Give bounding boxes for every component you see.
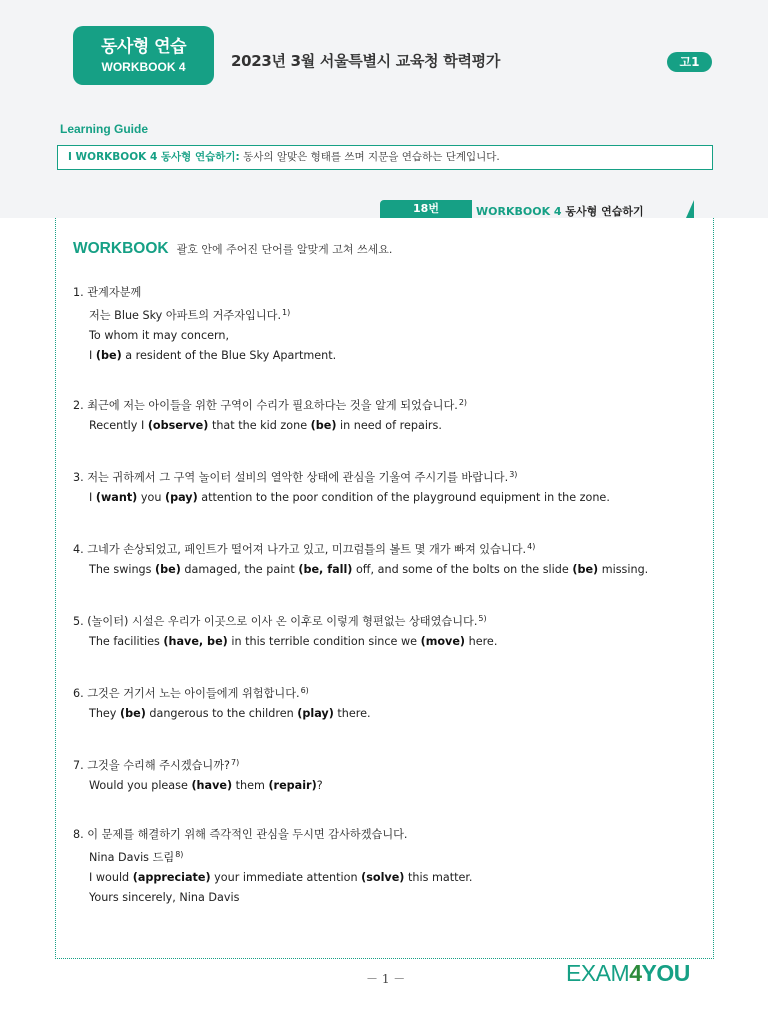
question-3 — [73, 465, 610, 508]
verb-hint: (have) — [191, 779, 233, 792]
question-english: They (be) dangerous to the children (play) there. — [89, 707, 371, 720]
question-english: I (want) you (pay) attention to the poor condition of the playground equipment in the zone. — [89, 491, 610, 504]
verb-hint: (be) — [572, 563, 599, 576]
question-number: 3. — [73, 471, 84, 484]
question-1 — [73, 283, 336, 366]
verb-hint: (be) — [119, 707, 146, 720]
workbook-instruction: 괄호 안에 주어진 단어를 알맞게 고쳐 쓰세요. — [176, 243, 393, 256]
logo-part: 4 — [629, 960, 642, 986]
verb-hint: (want) — [95, 491, 138, 504]
footnote-marker: 7) — [231, 758, 240, 767]
verb-hint: (pay) — [164, 491, 198, 504]
verb-hint: (appreciate) — [132, 871, 211, 884]
question-korean: (놀이터) 시설은 우리가 이곳으로 이사 온 이후로 이렇게 형편없는 상태였습니다. — [87, 615, 478, 628]
question-korean: 저는 귀하께서 그 구역 놀이터 설비의 열악한 상태에 관심을 기울여 주시기를 바랍니다. — [87, 471, 509, 484]
question-8 — [73, 825, 473, 908]
verb-hint: (observe) — [147, 419, 209, 432]
footnote-marker: 1) — [282, 308, 291, 317]
question-english: To whom it may concern, — [89, 329, 230, 342]
question-5 — [73, 609, 497, 652]
question-number: 7. — [73, 759, 84, 772]
question-english: Yours sincerely, Nina Davis — [89, 891, 240, 904]
verb-hint: (be, fall) — [298, 563, 353, 576]
badge-subtitle: WORKBOOK 4 — [101, 60, 186, 74]
footnote-marker: 2) — [458, 398, 468, 407]
question-number: 8. — [73, 828, 84, 841]
footnote-marker: 6) — [300, 686, 309, 695]
question-6 — [73, 681, 371, 724]
question-number: 4. — [73, 543, 84, 556]
learning-guide-box — [57, 145, 713, 170]
verb-hint: (be) — [155, 563, 181, 576]
question-english: I (be) a resident of the Blue Sky Apartment. — [89, 349, 337, 362]
question-korean: 그네가 손상되었고, 페인트가 떨어져 나가고 있고, 미끄럼틀의 볼트 몇 개가 빠져 있습니다. — [87, 543, 527, 556]
verb-hint: (be) — [310, 419, 337, 432]
question-korean: 그것은 거기서 노는 아이들에게 위험합니다. — [87, 687, 300, 700]
question-korean: Nina Davis 드림 — [89, 851, 175, 864]
logo-part: EXAM — [566, 960, 630, 986]
question-number: 6. — [73, 687, 84, 700]
page-number: － 1 － — [366, 972, 406, 986]
learning-guide-label: Learning Guide — [60, 122, 149, 136]
question-english: I would (appreciate) your immediate attention (solve) this matter. — [89, 871, 473, 884]
workbook-title: WORKBOOK — [73, 240, 169, 257]
workbook-title-badge — [73, 26, 214, 85]
question-number: 2. — [73, 399, 84, 412]
footnote-marker: 4) — [527, 542, 536, 551]
question-4 — [73, 537, 648, 580]
question-english: The swings (be) damaged, the paint (be, fall) off, and some of the bolts on the slide (be) missing. — [89, 563, 649, 576]
tab-corner-triangle — [686, 200, 694, 218]
verb-hint: (solve) — [361, 871, 405, 884]
verb-hint: (move) — [420, 635, 466, 648]
tab-label-ko: 동사형 연습하기 — [565, 205, 644, 218]
question-korean: 이 문제를 해결하기 위해 즉각적인 관심을 두시면 감사하겠습니다. — [87, 828, 408, 841]
workbook-heading — [73, 238, 392, 258]
question-english: The facilities (have, be) in this terrible condition since we (move) here. — [89, 635, 498, 648]
question-2 — [73, 393, 467, 436]
tab-label-en: WORKBOOK 4 — [476, 205, 566, 218]
grade-badge: 고1 — [667, 52, 712, 72]
question-number: 5. — [73, 615, 84, 628]
guide-desc: 동사의 알맞은 형태를 쓰며 지문을 연습하는 단계입니다. — [239, 151, 500, 163]
question-korean: 저는 Blue Sky 아파트의 거주자입니다. — [89, 309, 282, 322]
question-english: Recently I (observe) that the kid zone (be) in need of repairs. — [89, 419, 442, 432]
verb-hint: (have, be) — [163, 635, 228, 648]
verb-hint: (be) — [95, 349, 122, 362]
footnote-marker: 8) — [175, 850, 184, 859]
verb-hint: (repair) — [268, 779, 317, 792]
exam-title: 2023년 3월 서울특별시 교육청 학력평가 — [231, 52, 501, 70]
footnote-marker: 3) — [509, 470, 518, 479]
question-english: Would you please (have) them (repair)? — [89, 779, 323, 792]
question-korean: 그것을 수리해 주시겠습니까? — [87, 759, 230, 772]
guide-key: Ⅰ WORKBOOK 4 동사형 연습하기: — [68, 151, 240, 163]
logo-part: YOU — [641, 960, 690, 986]
verb-hint: (play) — [297, 707, 334, 720]
footnote-marker: 5) — [478, 614, 487, 623]
badge-title: 동사형 연습 — [100, 37, 187, 57]
question-number: 1. — [73, 286, 84, 299]
question-number-tab: 18번 — [380, 200, 472, 218]
exam4you-logo — [566, 960, 690, 987]
question-korean: 최근에 저는 아이들을 위한 구역이 수리가 필요하다는 것을 알게 되었습니다. — [87, 399, 458, 412]
question-tab-label — [476, 203, 644, 219]
question-7 — [73, 753, 323, 796]
question-korean: 관계자분께 — [87, 286, 142, 299]
